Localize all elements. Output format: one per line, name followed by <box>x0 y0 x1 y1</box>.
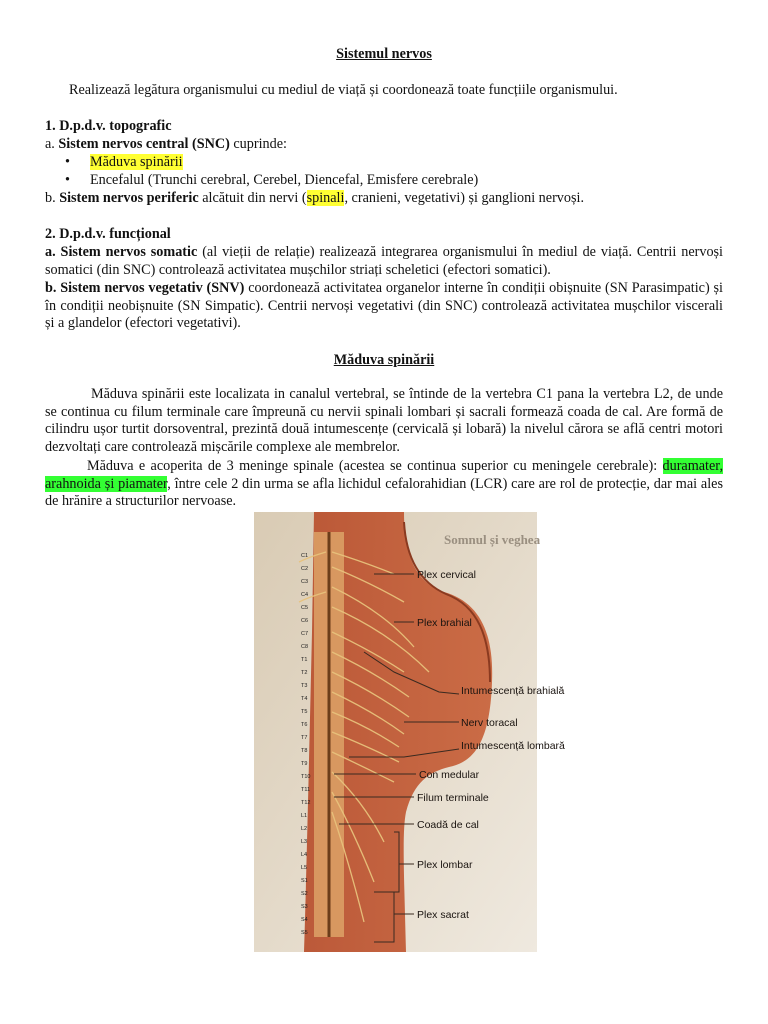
vertebra-label: S2 <box>301 891 308 897</box>
vertebra-label: C8 <box>301 644 309 650</box>
vegetative-paragraph: b. Sistem nervos vegetativ (SNV) coordonează activitatea organelor interne în condiții obișnuite (SN Parasimpatic) și în condiții neobișnuite (SN Simpatic). Centrii nervoși vegetativi (din SNC) controlează activitatea mușchilor viscerali și a glandelor (efectori vegetativi). <box>45 280 724 332</box>
vertebra-label: C3 <box>301 579 309 585</box>
vertebra-label: T10 <box>301 774 311 780</box>
vertebra-label: L4 <box>301 852 308 858</box>
background-page-text: Somnul și veghea <box>444 532 541 547</box>
label-nerv-toracal: Nerv toracal <box>461 717 518 729</box>
label-coada-de-cal: Coadă de cal <box>417 819 479 831</box>
intro-paragraph: Realizează legătura organismului cu mediul de viață și coordonează toate funcțiile organismului. <box>69 82 618 98</box>
vertebra-label: C1 <box>301 553 309 559</box>
vertebra-label: T8 <box>301 748 308 754</box>
somatic-paragraph: a. Sistem nervos somatic (al vieții de relație) realizează integrarea organismului în mediul de viață. Centrii nervoși somatici (din SNC) controlează activitatea mușchilor striați scheletici (efectori somatici). <box>45 244 723 278</box>
bullet-spinal-cord: Măduva spinării <box>90 154 183 170</box>
vertebra-label: T4 <box>301 696 308 702</box>
label-intumescenta-brahiala: Intumescență brahială <box>461 685 565 697</box>
bullet-icon <box>65 172 73 190</box>
vertebra-label: L2 <box>301 826 308 832</box>
vertebra-label: T7 <box>301 735 308 741</box>
document-title: Sistemul nervos <box>336 46 432 62</box>
bullet-encephalon: Encefalul (Trunchi cerebral, Cerebel, Diencefal, Emisfere cerebrale) <box>90 172 479 188</box>
vertebra-label: C5 <box>301 605 309 611</box>
spinal-cord-paragraph-1: Măduva spinării este localizata in canalul vertebral, se întinde de la vertebra C1 pana la vertebra L2, de unde se continua cu filum terminale care împreună cu nervii spinali lombari și sacrali formează coada de cal. Are formă de cilindru ușor turtit dorsoventral, prezintă două intumescențe (cervicală și lobară) la nivelul cărora se află centri motori dezvoltați care controlează mișcările complexe ale membrelor. <box>45 386 723 455</box>
vertebra-label: L1 <box>301 813 308 819</box>
section-topographic-heading: 1. D.p.d.v. topografic <box>45 118 172 134</box>
vertebra-label: L5 <box>301 865 308 871</box>
snp-line: b. Sistem nervos periferic alcătuit din nervi (spinali, cranieni, vegetativi) și ganglioni nervoși. <box>45 190 584 206</box>
vertebra-label: T2 <box>301 670 308 676</box>
vertebra-label: T3 <box>301 683 308 689</box>
vertebra-label: C4 <box>301 592 309 598</box>
vertebra-label: S4 <box>301 917 308 923</box>
vertebra-label: C6 <box>301 618 309 624</box>
label-plex-lombar: Plex lombar <box>417 859 473 871</box>
vertebra-label: T5 <box>301 709 308 715</box>
label-plex-cervical: Plex cervical <box>417 569 476 581</box>
spinal-cord-illustration <box>254 512 565 952</box>
vertebra-label: S5 <box>301 930 308 936</box>
snc-line: a. Sistem nervos central (SNC) cuprinde: <box>45 136 287 152</box>
vertebra-label: L3 <box>301 839 308 845</box>
vertebra-label: S1 <box>301 878 308 884</box>
label-filum-terminale: Filum terminale <box>417 792 489 804</box>
label-intumescenta-lombara: Intumescență lombară <box>461 740 565 752</box>
vertebra-label: C2 <box>301 566 309 572</box>
spinal-cord-heading: Măduva spinării <box>333 352 435 368</box>
section-functional-heading: 2. D.p.d.v. funcțional <box>45 226 171 242</box>
vertebra-label: T11 <box>301 787 311 793</box>
label-plex-brahial: Plex brahial <box>417 617 472 629</box>
label-plex-sacrat: Plex sacrat <box>417 909 469 921</box>
vertebra-label: T6 <box>301 722 308 728</box>
spinal-cord-figure <box>254 512 565 952</box>
vertebra-label: T9 <box>301 761 308 767</box>
bullet-icon <box>65 154 73 172</box>
label-con-medular: Con medular <box>419 769 480 781</box>
vertebra-label: T1 <box>301 657 308 663</box>
spinal-cord-paragraph-2: Măduva e acoperita de 3 meninge spinale (acestea se continua superior cu meningele cerebrale): duramater, arahnoida și piamater, între cele 2 din urma se afla lichidul cefalorahidian (LCR) care are rol de protecție, dar mai ales de hrănire a structurilor nervoase. <box>45 458 723 510</box>
vertebra-label: T12 <box>301 800 311 806</box>
vertebra-label: C7 <box>301 631 309 637</box>
vertebra-label: S3 <box>301 904 308 910</box>
